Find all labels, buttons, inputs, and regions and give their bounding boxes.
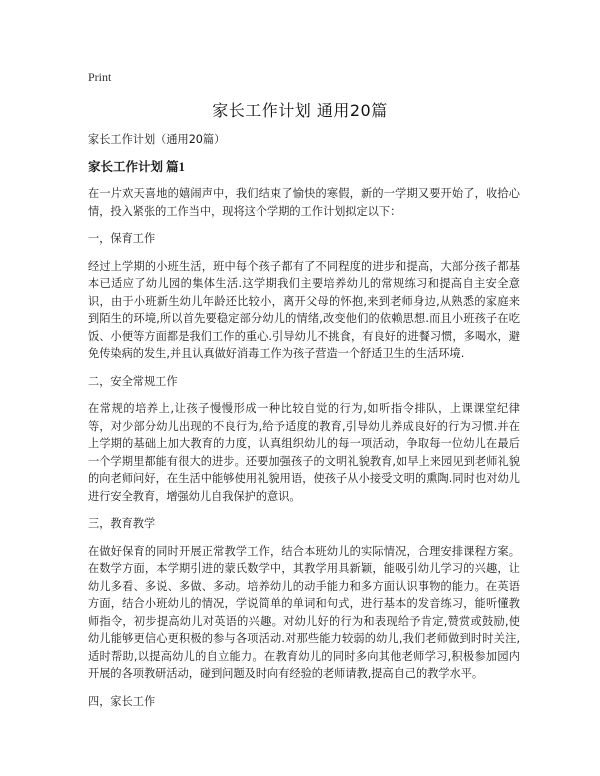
- document-body: [88, 131, 520, 720]
- heading-teaching: 三，教育教学: [88, 517, 156, 530]
- paragraph-safety-routine: 在常规的培养上,让孩子慢慢形成一种比较自觉的行为,如听指令排队，上课课堂纪律等，对少部分幼儿出现的不良行为,给予适度的教育,引导幼儿养成良好的行为习惯.并在上学期的基础上加大教育的力度，认真组织幼儿的每一项活动，争取每一位幼儿在最后一个学期里都能有很大的进步。还要加强孩子的文明礼貌教育,如早上来园见到老师礼貌的向老师问好，在生活中能够使用礼貌用语，使孩子从小接受文明的熏陶.同时也对幼儿进行安全教育，增强幼儿自我保护的意识。: [88, 402, 520, 503]
- paragraph-care-work: 经过上学期的小班生活，班中每个孩子都有了不同程度的进步和提高，大部分孩子都基本已适应了幼儿园的集体生活.这学期我们主要培养幼儿的常规练习和提高自主安全意识，由于小班新生幼儿年龄还比较小，离开父母的怀抱,来到老师身边,从熟悉的家庭来到陌生的环境,所以首先要稳定部分幼儿的情绪,改变他们的依赖思想.而且小班孩子在吃饭、小便等方面都是我们工作的重心.引导幼儿不挑食，有良好的进餐习惯，多喝水，避免传染病的发生,并且认真做好消毒工作为孩子营造一个舒适卫生的生活环境.: [88, 259, 520, 360]
- heading-safety-routine: 二，安全常规工作: [88, 374, 178, 388]
- heading-care-work: 一，保育工作: [88, 232, 156, 245]
- print-label[interactable]: Print: [88, 70, 112, 84]
- document-subtitle: 家长工作计划（通用20篇）: [88, 133, 226, 146]
- section-heading: 家长工作计划 篇1: [88, 159, 185, 174]
- intro-paragraph: 在一片欢天喜地的嬉闹声中，我们结束了愉快的寒假，新的一学期又要开始了，收拾心情，投入紧张的工作当中，现将这个学期的工作计划拟定以下：: [88, 187, 520, 218]
- paragraph-teaching: 在做好保育的同时开展正常教学工作，结合本班幼儿的实际情况，合理安排课程方案。在数学方面，本学期引进的蒙氏数学中，其教学用具新颖，能吸引幼儿学习的兴趣，让幼儿多看、多说、多做、多动。培养幼儿的动手能力和多方面认识事物的能力。在英语方面，结合小班幼儿的情况，学说简单的单词和句式，进行基本的发音练习，能听懂教师指令，初步提高幼儿对英语的兴趣。对幼儿好的行为和表现给予肯定,赞赏或鼓励,使幼儿能够更信心更积极的参与各项活动.对那些能力较弱的幼儿,我们老师做到时时关注,适时帮助,以提高幼儿的自立能力。在教育幼儿的同时多向其他老师学习,积极参加园内开展的各项教研活动，碰到问题及时向有经验的老师请教,提高自己的教学水平。: [88, 544, 520, 680]
- document-title: 家长工作计划 通用20篇: [212, 101, 388, 120]
- heading-parent-work: 四，家长工作: [88, 694, 156, 708]
